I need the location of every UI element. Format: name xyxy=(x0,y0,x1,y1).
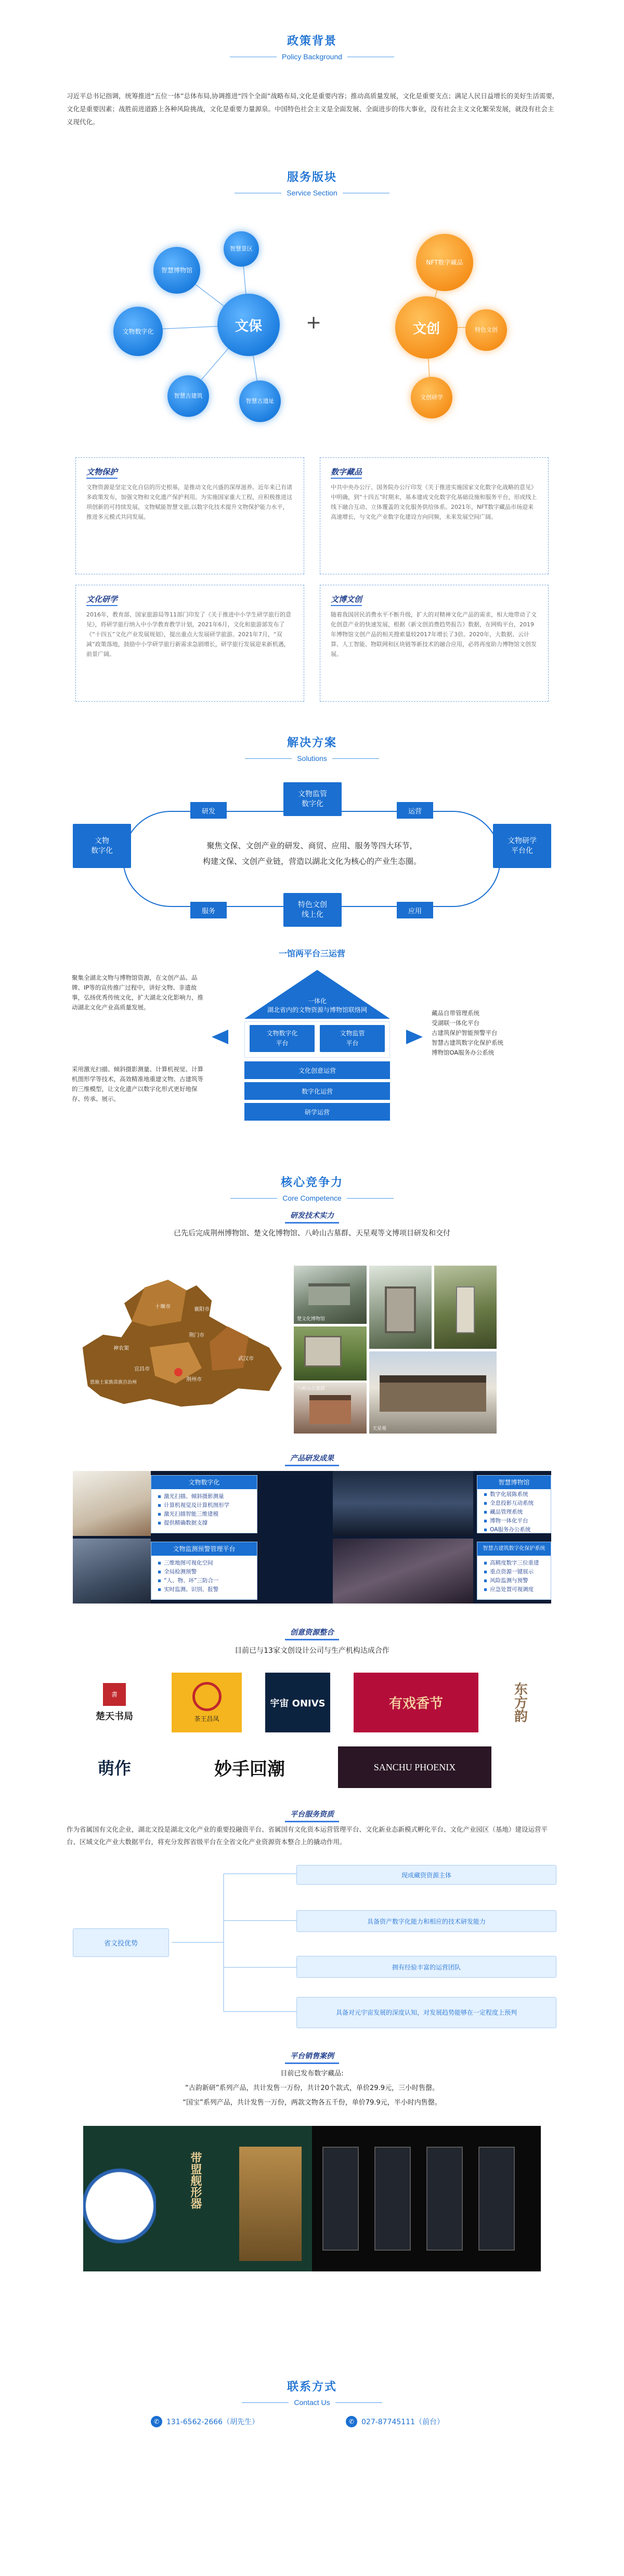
research-head-text: 研发技术实力 xyxy=(285,1210,339,1224)
panel-title: 智慧博物馆 xyxy=(477,1476,551,1489)
panel-item: ▪ 数字化展陈系统 xyxy=(484,1490,547,1499)
panel-item: ▪ 高精度数字三位重建 xyxy=(484,1559,547,1568)
sales-line: 目前已发布数字藏品: xyxy=(280,2070,344,2078)
map-city-label: 武汉市 xyxy=(238,1356,254,1362)
advantage-label: 省文投优势 xyxy=(73,1928,169,1957)
ops-study: 研学运营 xyxy=(244,1103,390,1121)
policy-subtitle: Policy Background xyxy=(282,52,342,61)
ops-digital: 数字化运营 xyxy=(244,1082,390,1100)
map-city-label: 宜昌市 xyxy=(134,1366,150,1372)
service-subtitle: Service Section xyxy=(287,189,337,197)
node-ancient-building: 智慧古建筑 xyxy=(167,375,209,417)
solutions-center-text xyxy=(151,838,473,869)
nft-phones xyxy=(312,2126,541,2271)
photo-stele xyxy=(434,1266,497,1349)
sales-text xyxy=(0,2067,624,2110)
panel-item: ▪ 藏品管理系统 xyxy=(484,1508,547,1517)
policy-header xyxy=(0,32,624,61)
logo-miaoshou: 妙手回潮 xyxy=(214,1758,285,1780)
card-text: 中共中央办公厅、国务院办公厅印发《关于推进实施国家文化数字化战略的意见》中明确，到“十四五”时期末，基本建成文化数字化基础设施和服务平台，形成线上线下融合互动、立体覆盖的文化服务供给体系。2021年，NFT数字藏品市场迎来高速增长，与文化产业数字化建设方向同频，未来发展空间广阔。 xyxy=(331,484,537,520)
core-title: 核心竞争力 xyxy=(280,1176,343,1189)
card-title: 数字藏品 xyxy=(331,467,362,479)
qualification-text: 作为省属国有文化企业，湖北文投是湖北文化产业的重要投融资平台、省属国有文化资本运营管理平台、文化新业态新模式孵化平台、文化产业园区（基地）建设运营平台、区域文化产业大数据平台，将充分发挥省级平台在全省文化产业资源资本整合上的撬动作用。 xyxy=(67,1825,548,1846)
photo-tianxingguan xyxy=(294,1383,367,1434)
platform-right-list xyxy=(432,1008,541,1058)
map-city-label: 恩施土家族苗族自治州 xyxy=(90,1380,137,1385)
panel-item: ▪ 实时监测、识别、报警 xyxy=(158,1585,253,1594)
advantage-item: 拥有经验丰富的运营团队 xyxy=(296,1956,556,1978)
photo-chu-museum xyxy=(294,1266,367,1324)
card-digital-collection xyxy=(320,457,549,574)
node-ancient-site: 智慧古遗址 xyxy=(239,380,281,422)
logo-youxi: 有戏香节 xyxy=(354,1673,478,1732)
products-photo xyxy=(333,1539,473,1604)
panel-item: ▪ 全局检测预警 xyxy=(158,1568,253,1576)
phone-icon: ✆ xyxy=(151,2416,162,2427)
photo-stone-gate xyxy=(369,1266,432,1349)
tag-application: 应用 xyxy=(397,902,433,918)
advantage-item: 具备资产数字化能力和相应的技术研发能力 xyxy=(296,1910,556,1932)
core-header xyxy=(0,1174,624,1202)
node-relic-digital: 文物数字化 xyxy=(113,307,163,356)
right-list-item: 古建筑保护智能预警平台 xyxy=(432,1029,498,1036)
right-list-item: 博物馆OA服务办公系统 xyxy=(432,1049,495,1056)
box-study-platform: 文物研学 平台化 xyxy=(493,824,551,868)
platform-arrows xyxy=(211,1027,424,1047)
logo-sanchu: SANCHU PHOENIX xyxy=(338,1746,491,1788)
sales-heading xyxy=(0,2051,624,2064)
nft-bronze xyxy=(239,2147,302,2261)
photo-baling-tomb xyxy=(294,1326,367,1381)
partners-heading xyxy=(0,1627,624,1640)
sales-line: “古韵新研”系列产品，共计发售一万份，共计20个款式，单价29.9元，三小时售罄。 xyxy=(185,2084,439,2092)
logo-yuzhou: 宇宙 ONIVS xyxy=(265,1673,330,1732)
logo-mark: 書 xyxy=(103,1683,126,1706)
solutions-title: 解决方案 xyxy=(287,737,337,750)
products-photo xyxy=(333,1471,473,1536)
panel-item: ▪ 重点资源一键展示 xyxy=(484,1568,547,1576)
solutions-text-line: 聚焦文保、文创产业的研发、商贸、应用、服务等四大环节， xyxy=(206,841,418,850)
card-title: 文化研学 xyxy=(86,595,118,606)
platform-digital: 文物数字化 平台 xyxy=(250,1025,315,1052)
sales-head-text: 平台销售案例 xyxy=(285,2051,339,2064)
platform-left-top: 聚集全湖北文物与博物馆资源，在文创产品、品牌、IP等的宣传推广过程中，讲好文物、非遗故事，弘扬优秀传统文化，扩大湖北文化影响力，推动湖北文化产业高质量发展。 xyxy=(72,974,203,1011)
sales-line: “国宝”系列产品，共计发售一万份，两款文物各五千份，单价79.9元，半小时内售罄。 xyxy=(183,2099,441,2107)
logo-chawang xyxy=(172,1673,242,1732)
node-smart-museum: 智慧博物馆 xyxy=(153,247,200,294)
qualification-head-text: 平台服务资质 xyxy=(285,1809,339,1822)
wenbao-hub: 文保 xyxy=(217,294,280,356)
service-header xyxy=(0,168,624,197)
node-nft: NFT数字藏品 xyxy=(416,234,473,291)
platform-title: 一馆两平台三运营 xyxy=(278,949,345,958)
contact-subtitle: Contact Us xyxy=(294,2398,330,2407)
box-creative-online: 特色文创 线上化 xyxy=(283,893,342,927)
solutions-header xyxy=(0,734,624,763)
products-photo xyxy=(73,1539,151,1604)
advantage-item: 具备对元宇宙发展的深度认知，对发展趋势能够在一定程度上预判 xyxy=(296,1997,556,2028)
nft-vase xyxy=(83,2126,156,2271)
research-text: 已先后完成荆州博物馆、楚文化博物馆、八岭山古墓群、天星观等文博项目研发和交付 xyxy=(174,1229,450,1238)
panel-item: ▪ 三维地图可视化空间 xyxy=(158,1559,253,1568)
roof-line2: 湖北省内的文物资源与博物馆联络网 xyxy=(267,1006,367,1014)
tag-service: 服务 xyxy=(190,902,227,918)
map-city-label: 荆门市 xyxy=(189,1333,204,1338)
panel-title: 智慧古建筑数字化保护系统 xyxy=(477,1542,551,1556)
nft-banner-text: 带盟舰形器 xyxy=(189,2152,202,2209)
policy-title: 政策背景 xyxy=(287,35,337,48)
wenchuang-hub: 文创 xyxy=(395,296,458,359)
card-text: 文物资源是坚定文化自信的历史根基，是推动文化兴盛的深厚滋养。近年来已有诸多政策发布，加强文物和文化遗产保护利用。为实施国家重大工程，应积极推进这项创新的可持续发展，文物赋能智慧文旅,以数字化技术提升文物保护能力水平，推进多元模式共同发展。 xyxy=(86,484,292,520)
panel-item: ▪ 博物一体化平台 xyxy=(484,1517,547,1526)
phone-number: 027-87745111（前台） xyxy=(361,2418,445,2426)
partners-text: 目前已与13家文创设计公司与生产机构达成合作 xyxy=(235,1647,389,1655)
contact-title: 联系方式 xyxy=(287,2381,337,2394)
node-study-tour: 文创研学 xyxy=(411,377,452,418)
map-city-label: 荆州市 xyxy=(186,1377,202,1383)
panel-item: ▪ 风险监测与预警 xyxy=(484,1576,547,1585)
product-relic-digital xyxy=(151,1475,257,1533)
card-title: 文博文创 xyxy=(331,595,362,606)
box-relic-supervision: 文物监管 数字化 xyxy=(283,782,342,816)
right-list-item: 智慧古建筑数字化保护系统 xyxy=(432,1039,503,1046)
panel-item: ▪ 计算机视觉及计算机图形学 xyxy=(158,1501,253,1510)
map-city-label: 神农架 xyxy=(113,1346,129,1351)
right-list-item: 藏品自带管理系统 xyxy=(432,1009,479,1017)
roof-line1: 一体化 xyxy=(307,997,327,1005)
node-smart-scenic: 智慧景区 xyxy=(224,231,259,267)
policy-text: 习近平总书记指调，统筹推进“五位一体”总体布局,协调推进“四个全面”战略布局,文化是重要内容；推动高质量发展，文化是重要支点；满足人民日益增长的美好生活需要,文化是重要因素；战胜前进道路上各种风险挑战，文化是重要力量源泉。中国特色社会主义是全面发展、全面进步的伟大事业，没有社会主义文化繁荣发展，就没有社会主义现代化。 xyxy=(67,92,554,126)
platform-left-bottom: 采用激光扫描、倾斜摄影测量、计算机视觉、计算机图形学等技术，高效精准地重建文物、古建筑等的三维模型，让文化遗产以数字化形式更好地保存、传承、展示。 xyxy=(72,1066,203,1102)
contact-header xyxy=(0,2378,624,2407)
card-culture-study xyxy=(75,585,304,702)
research-heading xyxy=(0,1210,624,1224)
nft-banner xyxy=(83,2126,541,2271)
solutions-text-line: 构建文保、文创产业链，营造以湖北文化为核心的产业生态圈。 xyxy=(202,857,421,866)
phone-number: 131-6562-2666（胡先生） xyxy=(166,2418,259,2426)
plus-sign: + xyxy=(306,312,322,333)
tag-rd: 研发 xyxy=(190,802,227,819)
logo-text: 楚天书局 xyxy=(96,1711,133,1722)
products-photo xyxy=(73,1471,151,1536)
box-relic-digitize: 文物 数字化 xyxy=(73,824,131,868)
ops-creative: 文化创意运营 xyxy=(244,1061,390,1079)
right-list-item: 受湖联一体化平台 xyxy=(432,1019,479,1027)
qualification-heading xyxy=(0,1809,624,1822)
product-monitoring xyxy=(151,1542,257,1600)
panel-item: ▪ 激光扫描、倾斜摄影测量 xyxy=(158,1492,253,1501)
panel-title: 文物监测预警管理平台 xyxy=(151,1542,257,1556)
map-city-label: 十堰市 xyxy=(155,1304,171,1310)
platform-roof-text xyxy=(244,997,390,1015)
core-subtitle: Core Competence xyxy=(282,1194,342,1202)
card-text: 随着我国居民消费水平不断升级，扩大的对精神文化产品的需求，相大地带动了文化创意产业的快速发展，根据《新文创消费趋势报告》数据，在网购平台，2019年博物馆文创产品的相关搜索量较2017年增长了3倍。2020年，大数据、云计算、人工智能、物联网和区块链等新技术的融合应用，必将再度助力博物馆文创发展。 xyxy=(331,611,537,658)
photo-label: 天星观 xyxy=(372,1426,387,1431)
contact-phone-1[interactable] xyxy=(151,2416,259,2427)
logo-dongfangyun: 东方韵 xyxy=(512,1682,528,1723)
panel-item: ▪ 应急处置可视调度 xyxy=(484,1585,547,1594)
logo-text: 茶王昌凤 xyxy=(194,1715,219,1723)
card-title: 文物保护 xyxy=(86,467,118,479)
advantage-item: 现成藏资资源主体 xyxy=(296,1865,556,1885)
products-head-text: 产品研发成果 xyxy=(285,1453,339,1466)
map-city-label: 襄阳市 xyxy=(194,1307,210,1312)
panel-item: ▪ “人、物、环”三防合一 xyxy=(158,1576,253,1585)
photo-ancient-hall xyxy=(369,1351,497,1434)
platform-supervision: 文物监管 平台 xyxy=(320,1025,385,1052)
panel-item: ▪ 提供精确数据支撑 xyxy=(158,1519,253,1528)
panel-item: ▪ 激光扫描智能三维建模 xyxy=(158,1510,253,1519)
panel-item: ▪ OA服务办公系统 xyxy=(484,1526,547,1534)
panel-item: ▪ 全息投影互动系统 xyxy=(484,1499,547,1508)
solutions-subtitle: Solutions xyxy=(297,754,327,763)
panel-title: 文物数字化 xyxy=(151,1476,257,1489)
phone-icon: ✆ xyxy=(346,2416,357,2427)
card-text: 2016年，教育部、国家旅游局等11部门印发了《关于推进中小学生研学旅行的意见》，将研学旅行纳入中小学教育教学计划，2021年6月，文化和旅游部发布了《“十四五”文化产业发展规划》，提出重点大发展研学旅游。2021年7月，“双减”政策落地，鼓励中小学研学旅行新需求急剧增长，研学旅行发展迎来新机遇，前景广阔。 xyxy=(86,611,291,658)
product-smart-museum xyxy=(477,1475,551,1533)
partners-head-text: 创意资源整合 xyxy=(285,1627,339,1640)
photo-label: 八岭山古墓群 xyxy=(297,1386,326,1391)
service-title: 服务版块 xyxy=(287,171,337,184)
node-special-creative: 特色文创 xyxy=(465,309,507,351)
logo-mengzuo: 萌作 xyxy=(97,1758,131,1778)
products-heading xyxy=(0,1453,624,1466)
tag-operation: 运营 xyxy=(397,802,433,819)
logo-chutian xyxy=(81,1673,148,1732)
contact-phone-2[interactable] xyxy=(346,2416,444,2427)
product-ancient-protection xyxy=(477,1542,551,1600)
hubei-map xyxy=(72,1264,290,1415)
card-relic-protection xyxy=(75,457,304,574)
photo-label: 楚文化博物馆 xyxy=(297,1317,326,1322)
card-museum-creative xyxy=(320,585,549,702)
